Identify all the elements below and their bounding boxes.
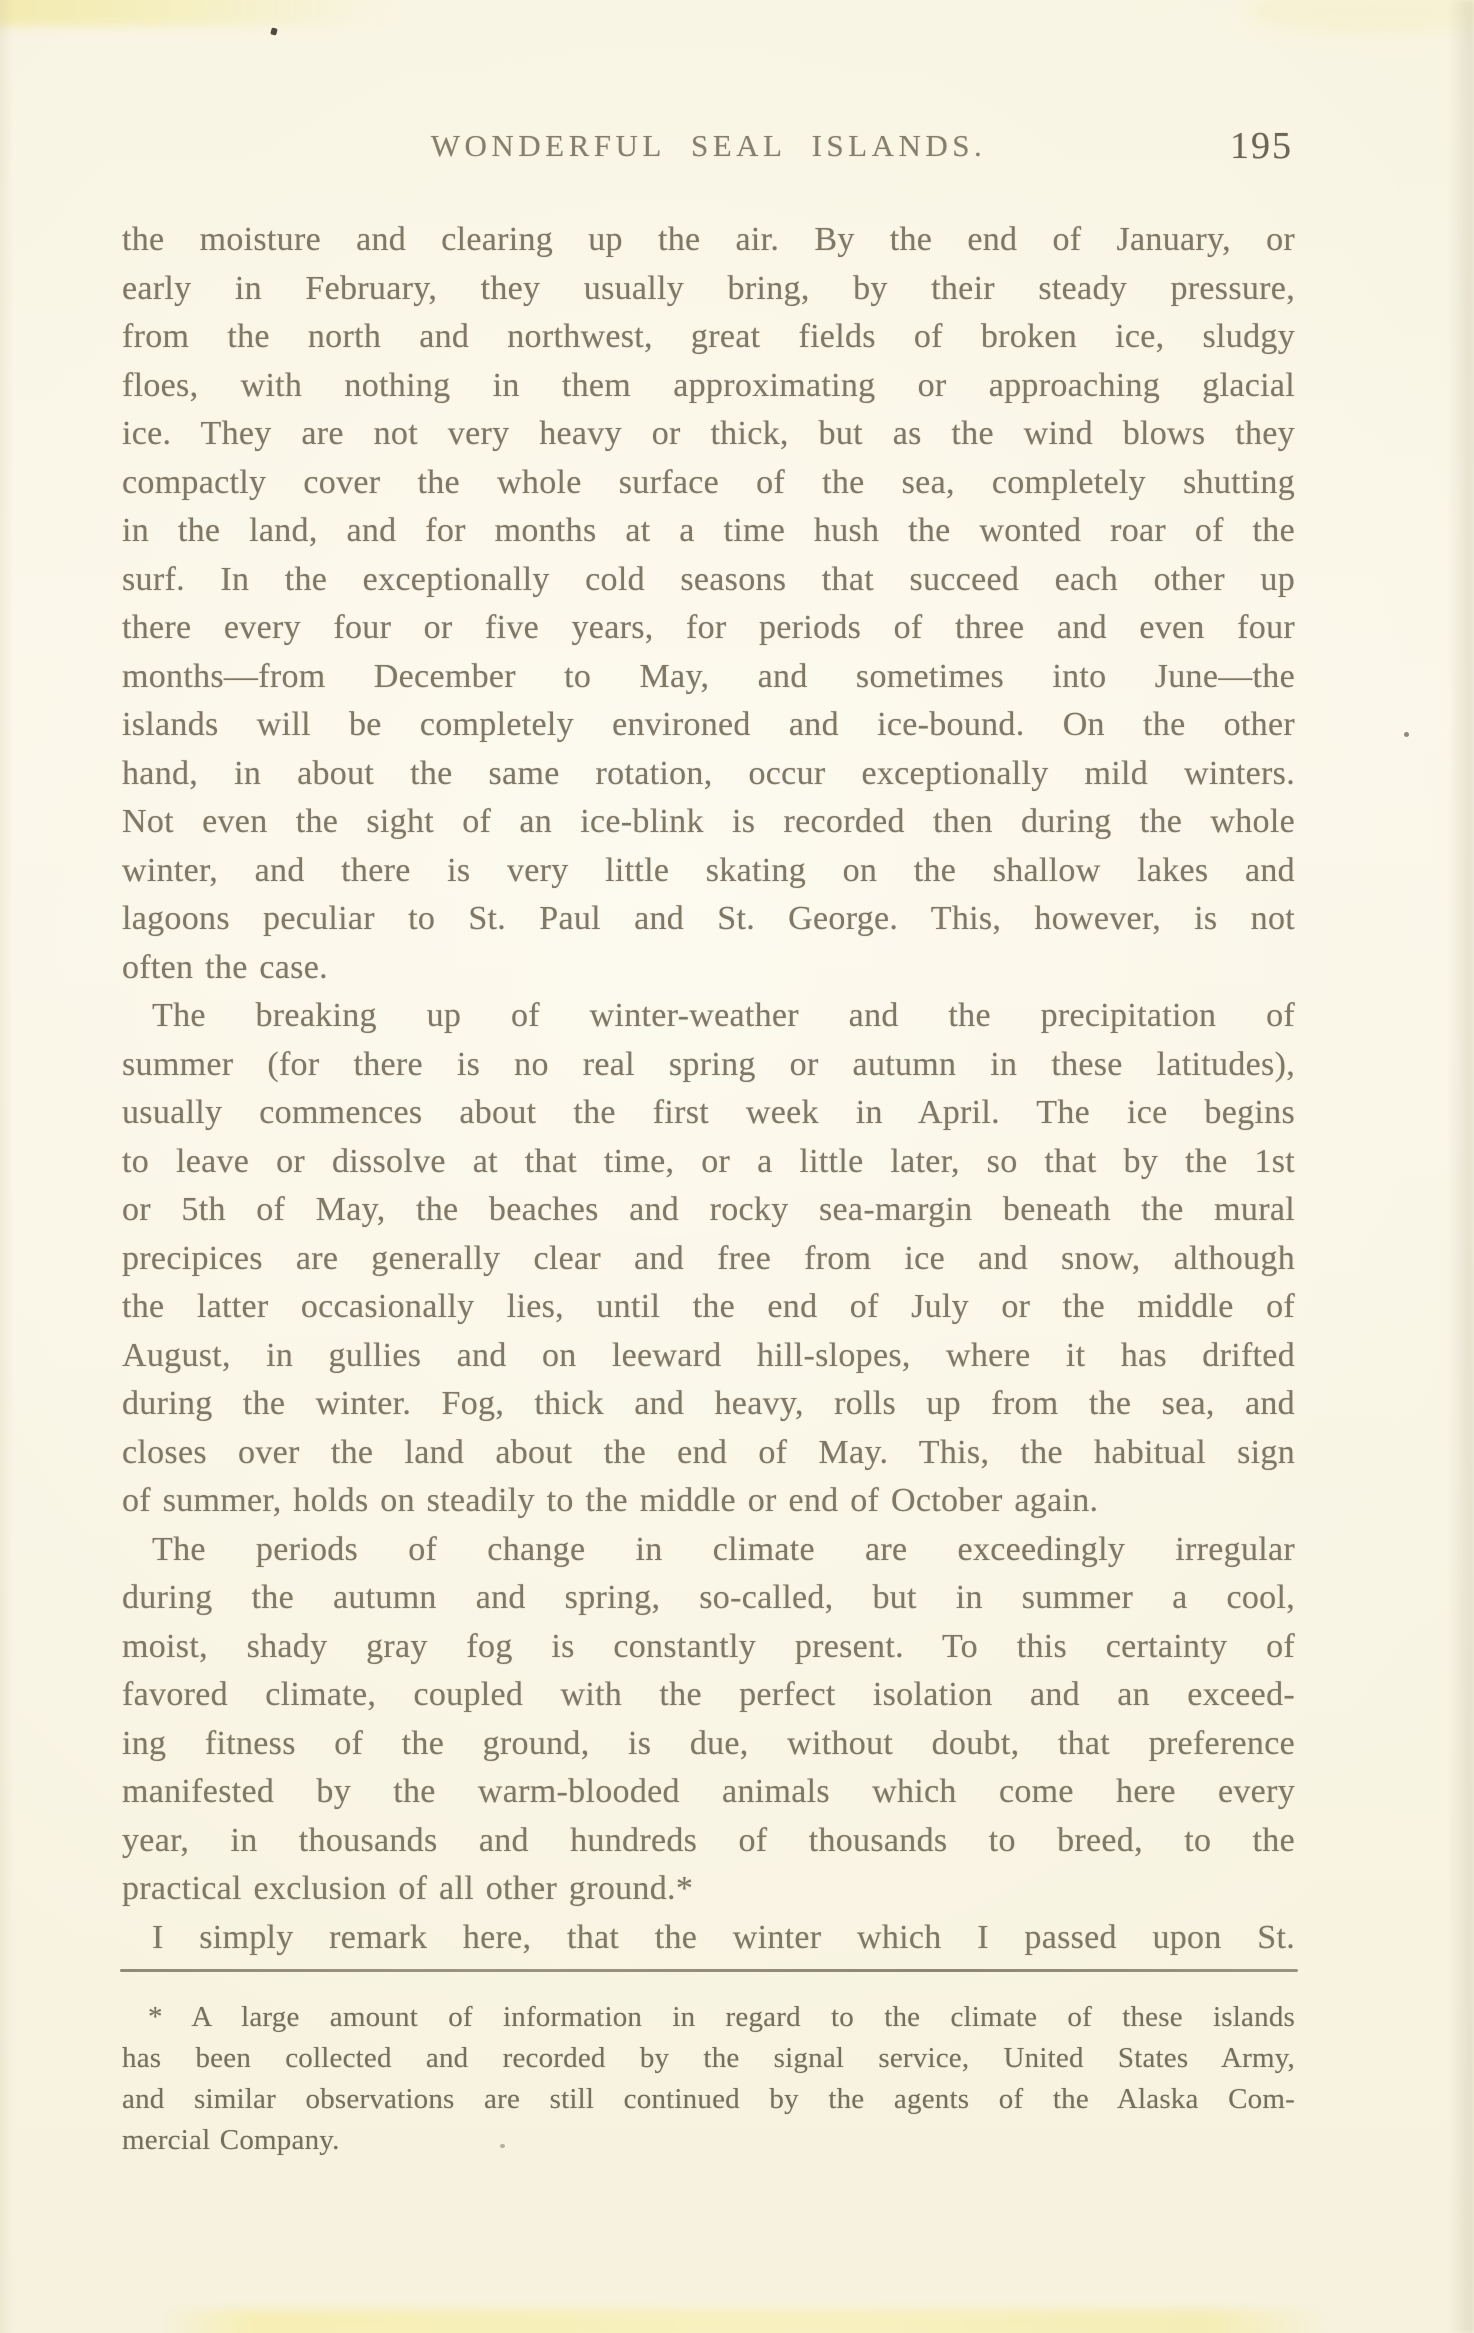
body-text-line: precipices are generally clear and free from ice and snow, although [122,1239,1295,1277]
body-text-line: Not even the sight of an ice-blink is recorded then during the whole [122,803,1295,840]
body-text-line: usually commences about the first week in April. The ice begins [122,1094,1295,1131]
body-text-line: ing fitness of the ground, is due, without doubt, that preference [122,1724,1295,1762]
body-text-line: compactly cover the whole surface of the sea, completely shutting [122,463,1295,501]
body-text-line: or 5th of May, the beaches and rocky sea-margin beneath the mural [122,1191,1295,1228]
running-title: WONDERFUL SEAL ISLANDS. [430,128,987,163]
body-text-line: early in February, they usually bring, by their steady pressure, [122,269,1295,307]
body-text-line: islands will be completely environed and ice-bound. On the other [122,706,1295,743]
body-text-line: manifested by the warm-blooded animals which come here every [122,1773,1295,1810]
footnote-line: * A large amount of information in regard to the climate of these islands [148,2001,1295,2033]
body-text [122,216,1295,1962]
body-text-line: months—from December to May, and sometimes into June—the [122,657,1295,695]
scan-stain-bottom [160,2309,1330,2333]
body-text-line: there every four or five years, for periods of three and even four [122,609,1295,646]
body-text-line: ice. They are not very heavy or thick, but as the wind blows they [122,415,1295,452]
body-text-line: summer (for there is no real spring or autumn in these latitudes), [122,1045,1295,1083]
body-text-line: often the case. [122,948,328,986]
scan-stain-top-right [1244,0,1474,36]
body-text-line: lagoons peculiar to St. Paul and St. George. This, however, is not [122,900,1295,937]
page-number: 195 [1230,125,1293,167]
body-text-line: surf. In the exceptionally cold seasons that succeed each other up [122,560,1295,598]
body-text-line: winter, and there is very little skating on the shallow lakes and [122,851,1295,889]
running-head [122,125,1295,172]
body-text-line: August, in gullies and on leeward hill-slopes, where it has drifted [122,1336,1295,1374]
body-text-line: to leave or dissolve at that time, or a little later, so that by the 1st [122,1142,1295,1180]
scan-edge-left [0,0,14,2333]
body-text-line: The breaking up of winter-weather and the precipitation of [152,997,1295,1034]
body-text-line: floes, with nothing in them approximating or approaching glacial [122,366,1295,404]
footnote-line: mercial Company. [122,2124,340,2156]
body-text-line: closes over the land about the end of May. This, the habitual sign [122,1433,1295,1471]
footnote-line: has been collected and recorded by the signal service, United States Army, [122,2042,1295,2074]
body-text-line: during the autumn and spring, so-called, but in summer a cool, [122,1579,1295,1616]
body-text-line: favored climate, coupled with the perfect isolation and an exceed- [122,1676,1295,1713]
body-text-line: of summer, holds on steadily to the middle or end of October again. [122,1482,1099,1519]
scan-edge-right [1448,0,1474,2333]
footnote [122,1997,1295,2161]
footnote-line: and similar observations are still continued by the agents of the Alaska Com- [122,2083,1295,2115]
body-text-line: year, in thousands and hundreds of thousands to breed, to the [122,1821,1295,1859]
body-text-line: in the land, and for months at a time hush the wonted roar of the [122,512,1295,549]
body-text-line: the moisture and clearing up the air. By the end of January, or [122,221,1295,258]
body-text-line: practical exclusion of all other ground.* [122,1870,694,1907]
body-text-line: hand, in about the same rotation, occur exceptionally mild winters. [122,754,1295,792]
body-text-line: moist, shady gray fog is constantly present. To this certainty of [122,1627,1295,1665]
ink-speck [1404,732,1409,737]
body-text-line: the latter occasionally lies, until the end of July or the middle of [122,1288,1295,1325]
body-text-line: from the north and northwest, great fields of broken ice, sludgy [122,318,1295,355]
body-text-line: I simply remark here, that the winter which I passed upon St. [152,1918,1295,1956]
scan-stain-top-left [0,0,400,26]
footnote-rule [120,1969,1298,1972]
ink-speck [270,27,278,35]
body-text-line: during the winter. Fog, thick and heavy, rolls up from the sea, and [122,1385,1295,1422]
body-text-line: The periods of change in climate are exceedingly irregular [152,1530,1295,1568]
